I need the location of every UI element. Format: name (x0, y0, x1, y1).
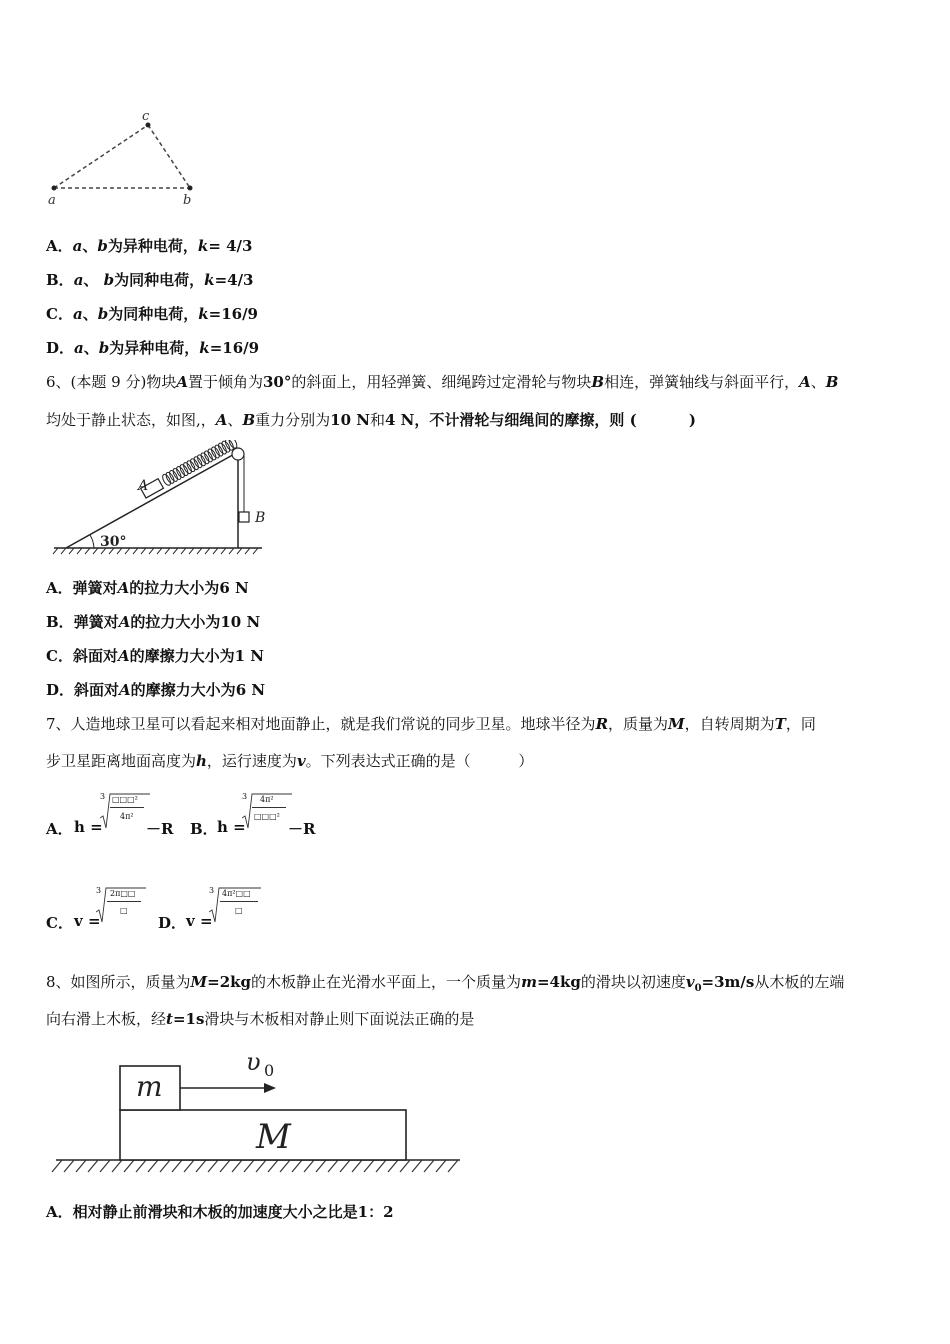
var-m: m (521, 973, 537, 991)
denominator: □ (120, 906, 128, 915)
value: =2kg (207, 973, 252, 991)
option-value: =16/9 (209, 339, 260, 357)
incline-figure (50, 440, 280, 558)
option-text: 为同种电荷， (108, 305, 199, 323)
text: 6、(本题 9 分)物块 (46, 373, 177, 391)
option-value: 6 N (219, 579, 249, 597)
option-value: 1：2 (357, 1203, 394, 1221)
numerator: 4π²□□ (222, 889, 251, 898)
lhs: h = (217, 818, 246, 836)
root-index: 3 (209, 886, 215, 895)
var-A: A (119, 681, 131, 699)
var-k: k (198, 305, 209, 323)
pulley (232, 448, 244, 460)
lhs: v = (74, 912, 101, 930)
label-a: a (48, 193, 56, 208)
var-A: A (117, 647, 130, 665)
subscript: 0 (694, 983, 702, 994)
option-letter: B． (46, 271, 74, 289)
value: 4 N (384, 411, 415, 429)
text: 斜面对 (74, 681, 120, 699)
q7-option-b[interactable] (190, 790, 330, 840)
value: 10 N (330, 411, 370, 429)
option-letter: A． (46, 237, 73, 255)
var-h: h (196, 752, 207, 770)
var-a: a (73, 271, 84, 289)
text: 、 (227, 411, 243, 429)
var-T: T (774, 715, 786, 733)
label-v: υ (246, 1048, 261, 1076)
q6-stem-line-1 (46, 372, 838, 392)
q7-option-d[interactable] (158, 882, 278, 932)
q7-stem-line-1 (46, 714, 816, 734)
text: ，运行速度为 (206, 752, 297, 770)
var-b: b (97, 305, 109, 323)
option-text: 为同种电荷， (114, 271, 205, 289)
denominator: 4π² (120, 812, 134, 821)
denominator: □ (235, 906, 243, 915)
option-letter: C． (46, 647, 73, 665)
label-v-sub: 0 (264, 1061, 275, 1080)
q7-option-a[interactable] (46, 790, 186, 840)
var-a: a (74, 339, 84, 357)
q6-option-b[interactable] (46, 612, 260, 632)
lhs: v = (186, 912, 213, 930)
q8-stem-line-1 (46, 972, 844, 999)
option-value: 6 N (235, 681, 266, 699)
root-index: 3 (96, 886, 102, 895)
text: ，同 (785, 715, 816, 733)
option-letter: B． (46, 613, 74, 631)
q6-option-c[interactable] (46, 646, 264, 666)
text: 弹簧对 (73, 613, 119, 631)
text: 7、人造地球卫星可以看起来相对地面静止，就是我们常说的同步卫星。地球半径为 (46, 715, 596, 733)
text: 向右滑上木板，经 (46, 1010, 167, 1028)
var-A: A (799, 373, 811, 391)
text: 的拉力大小为 (129, 579, 220, 597)
var-b: b (103, 271, 115, 289)
spring (161, 440, 238, 487)
var-M: M (668, 715, 685, 733)
var-v: v (685, 973, 695, 991)
option-value: 10 N (220, 613, 261, 631)
var-B: B (591, 373, 605, 391)
option-value: 1 N (234, 647, 264, 665)
q7-option-c[interactable] (46, 882, 156, 932)
q8-option-a[interactable] (46, 1202, 394, 1222)
block-board-figure (48, 1040, 468, 1190)
denominator: □□□² (254, 812, 280, 821)
var-k: k (197, 237, 209, 255)
q7-stem-line-2 (46, 751, 533, 771)
option-letter: D． (46, 339, 75, 357)
text: 、 (810, 373, 826, 391)
var-A: A (215, 411, 228, 429)
text: 。下列表达式正确的是（ ） (305, 752, 534, 770)
var-B: B (825, 373, 839, 391)
triangle-figure (40, 108, 210, 212)
text: 的拉力大小为 (130, 613, 221, 631)
angle: 30° (262, 373, 292, 391)
text: 的摩擦力大小为 (130, 681, 236, 699)
var-A: A (176, 373, 188, 391)
text: 8、如图所示，质量为 (46, 973, 191, 991)
var-a: a (72, 305, 83, 323)
option-value: =16/9 (208, 305, 258, 323)
point-b (188, 186, 193, 191)
var-R: R (595, 715, 609, 733)
fraction-bar (220, 901, 258, 902)
angle-label: 30° (100, 534, 127, 550)
text: 和 (369, 411, 385, 429)
option-value: =4/3 (214, 271, 254, 289)
option-letter: C． (46, 305, 73, 323)
var-k: k (204, 271, 215, 289)
root-index: 3 (242, 792, 248, 801)
label-M: M (256, 1117, 291, 1157)
text: ，不计滑轮与细绳间的摩擦，则 ( ) (414, 411, 696, 429)
q8-stem-line-2 (46, 1009, 474, 1029)
label-A: A (138, 478, 149, 494)
var-k: k (199, 339, 210, 357)
var-A: A (117, 579, 130, 597)
option-text: 为异种电荷， (107, 237, 198, 255)
option-letter: C． (46, 914, 73, 932)
value: =3m/s (701, 973, 755, 991)
value: =1s (172, 1010, 205, 1028)
option-letter: D． (46, 681, 75, 699)
option-letter: B． (190, 820, 218, 838)
var-v: v (296, 752, 306, 770)
text: 滑块与木板相对静止则下面说法正确的是 (204, 1010, 475, 1028)
text: ，自转周期为 (684, 715, 775, 733)
var-A: A (118, 613, 131, 631)
q6-option-d[interactable] (46, 680, 265, 700)
q5-option-c[interactable] (46, 304, 258, 324)
root-index: 3 (100, 792, 106, 801)
lhs: h = (74, 818, 103, 836)
tail: －R (146, 820, 174, 838)
q5-option-a[interactable] (46, 236, 252, 256)
option-letter: A． (46, 1203, 73, 1221)
text: 的木板静止在光滑水平面上，一个质量为 (251, 973, 522, 991)
value: =4kg (536, 973, 581, 991)
point-a (52, 186, 57, 191)
text: ，质量为 (608, 715, 669, 733)
option-letter: D． (158, 914, 187, 932)
var-b: b (98, 339, 110, 357)
var-M: M (190, 973, 208, 991)
sep: 、 (83, 271, 104, 289)
text: 步卫星距离地面高度为 (46, 752, 197, 770)
text: 相连，弹簧轴线与斜面平行， (604, 373, 800, 391)
q6-stem-line-2 (46, 410, 696, 430)
fraction-bar (110, 807, 144, 808)
q6-option-a[interactable] (46, 578, 249, 598)
numerator: 2π□□ (110, 889, 136, 898)
q5-option-b[interactable] (46, 270, 254, 290)
q5-option-d[interactable] (46, 338, 259, 358)
block-B (239, 512, 249, 522)
var-a: a (72, 237, 83, 255)
fraction-bar (252, 807, 286, 808)
sep: 、 (82, 237, 98, 255)
text: 均处于静止状态，如图,， (46, 411, 216, 429)
label-c: c (142, 109, 150, 124)
numerator: □□□² (112, 795, 138, 804)
text: 重力分别为 (255, 411, 331, 429)
option-value: = 4/3 (208, 237, 253, 255)
text: 置于倾角为 (187, 373, 263, 391)
text: 的滑块以初速度 (580, 973, 686, 991)
text: 斜面对 (72, 647, 118, 665)
tail: －R (288, 820, 316, 838)
label-m: m (136, 1070, 163, 1103)
text: 从木板的左端 (754, 973, 845, 991)
fraction-bar (107, 901, 141, 902)
option-letter: A． (46, 820, 73, 838)
label-b: b (183, 193, 192, 208)
var-b: b (97, 237, 108, 255)
numerator: 4π² (260, 795, 274, 804)
sep: 、 (83, 339, 99, 357)
label-B: B (255, 510, 266, 526)
sep: 、 (82, 305, 98, 323)
option-text: 为异种电荷， (109, 339, 200, 357)
text: 的斜面上，用轻弹簧、细绳跨过定滑轮与物块 (291, 373, 592, 391)
text: 的摩擦力大小为 (129, 647, 235, 665)
text: 弹簧对 (72, 579, 118, 597)
option-letter: A． (46, 579, 73, 597)
option-text: 相对静止前滑块和木板的加速度大小之比是 (72, 1203, 358, 1221)
var-t: t (166, 1010, 173, 1028)
var-B: B (242, 411, 256, 429)
